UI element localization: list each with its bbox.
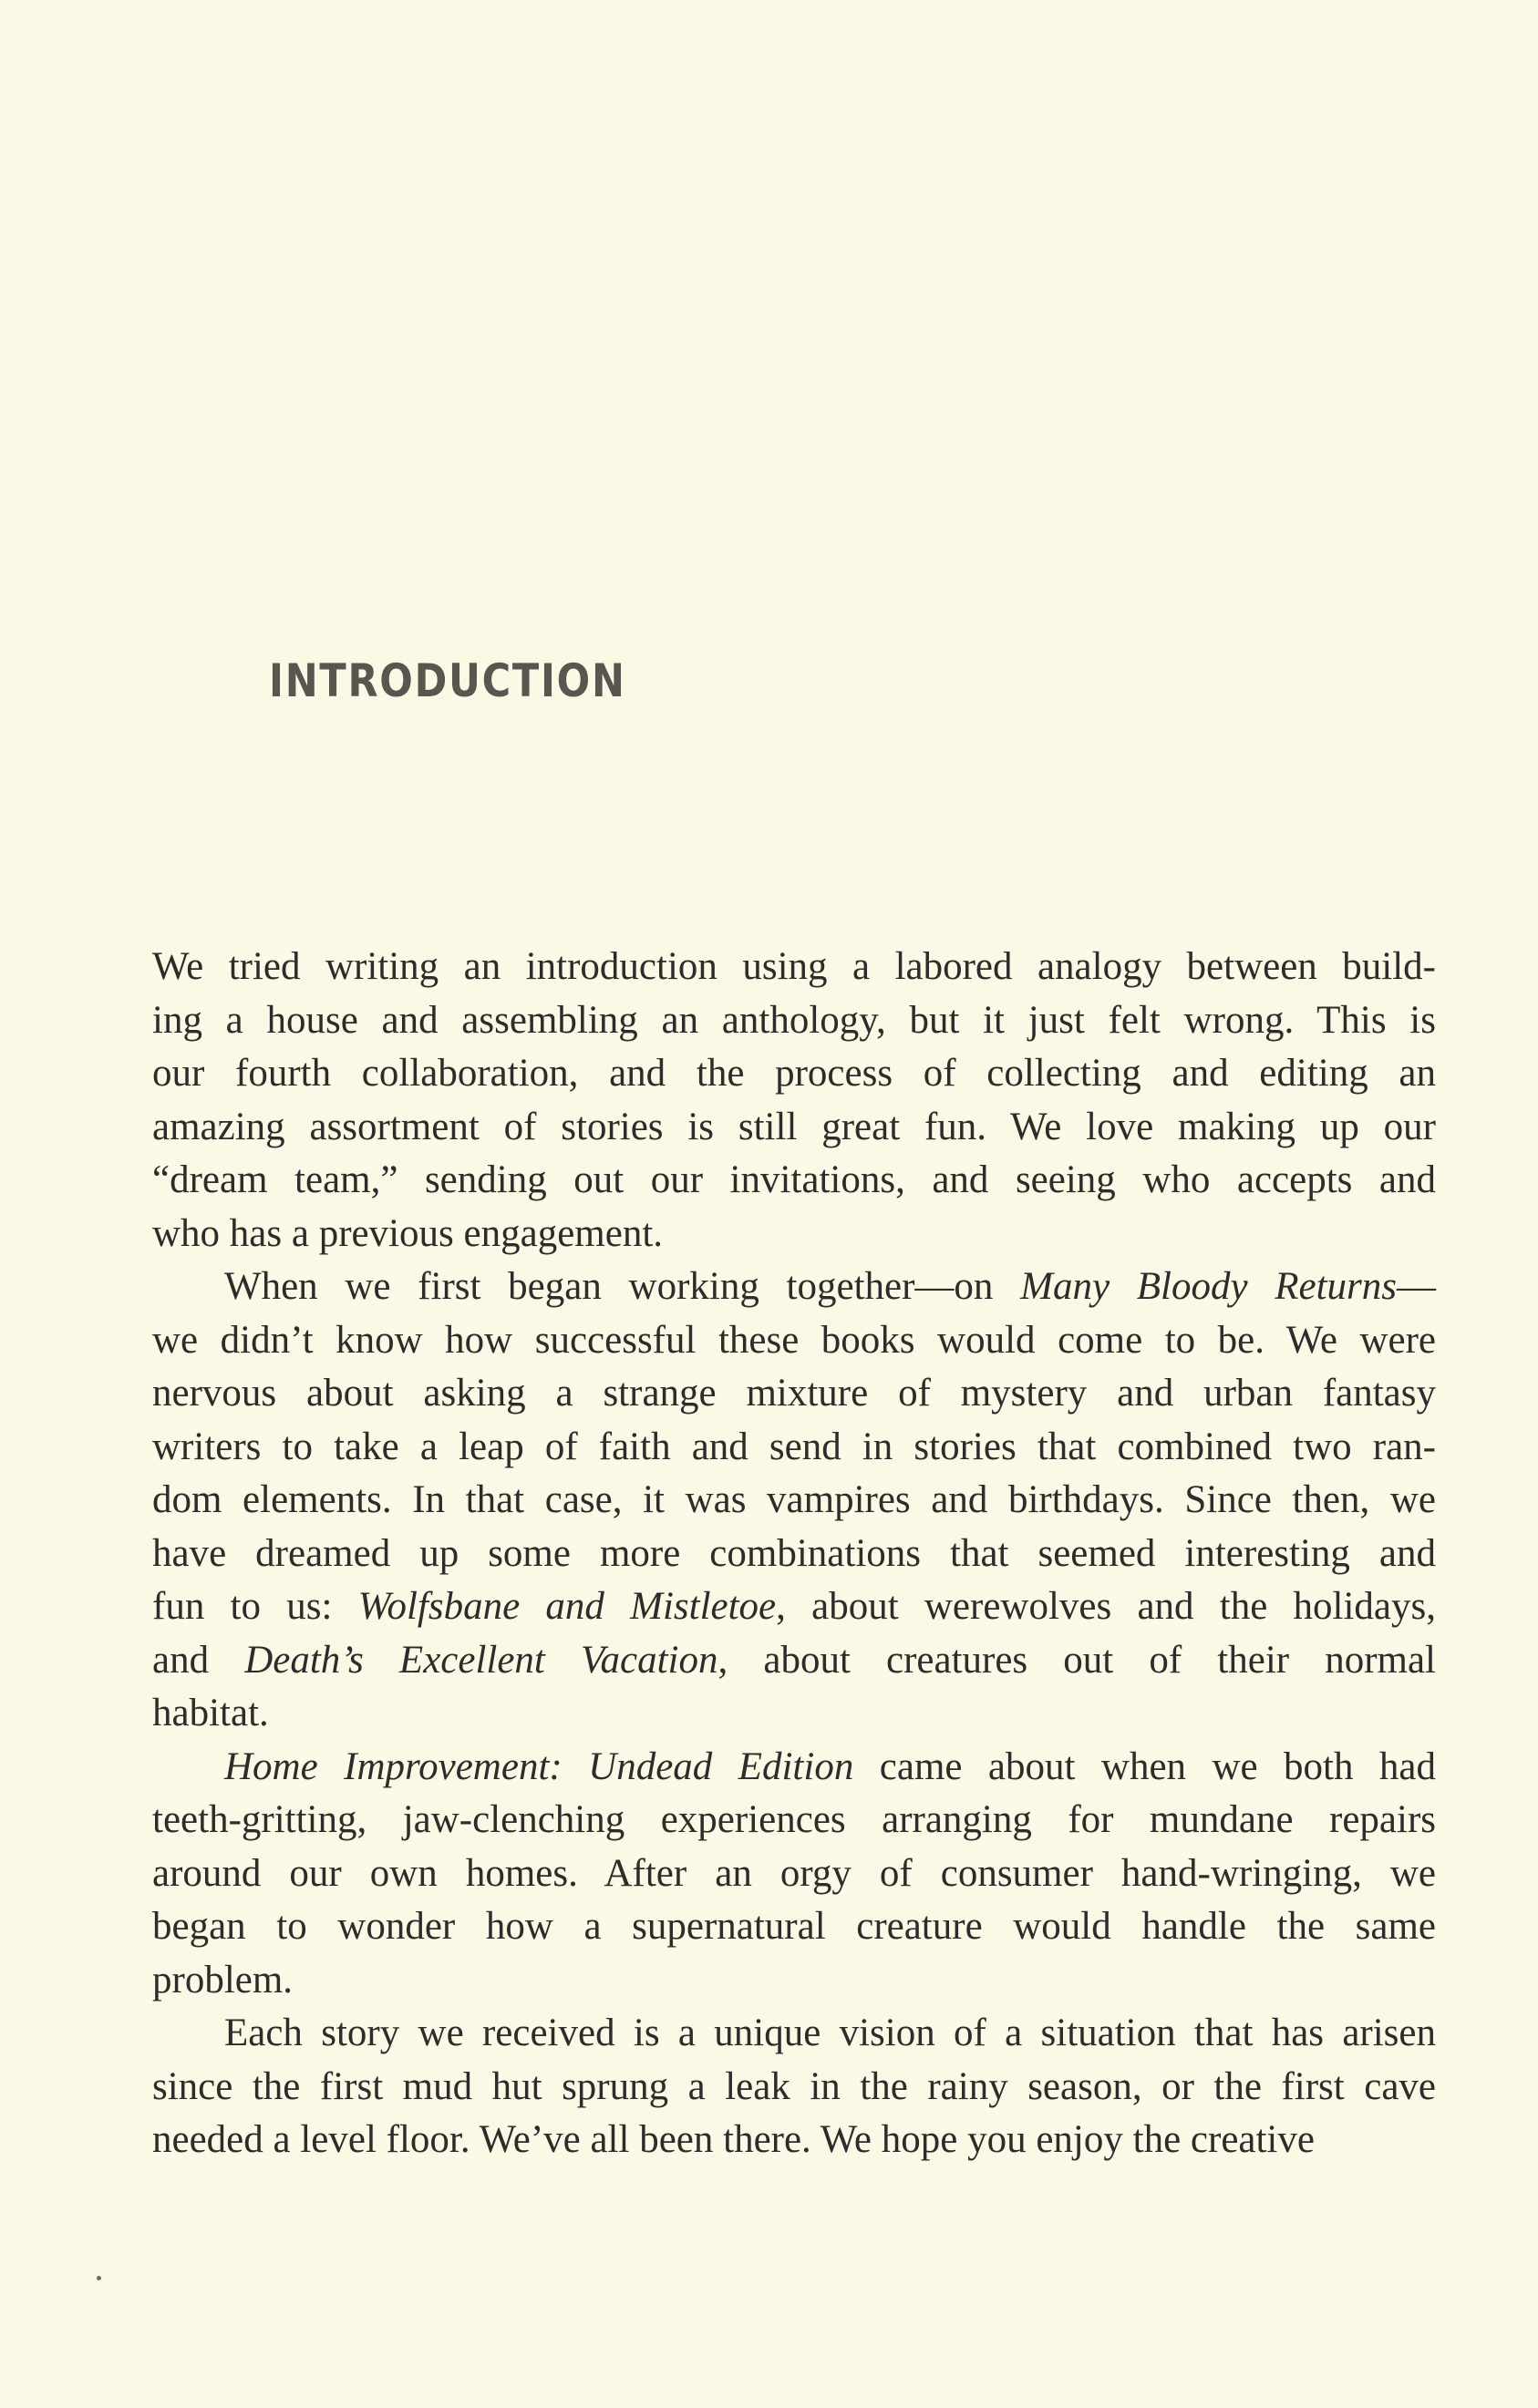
text-run: we didn’t know how successful these books would come to be. We were	[152, 1318, 1436, 1362]
text-line	[152, 1580, 1436, 1634]
print-speck	[97, 2276, 101, 2280]
text-run: teeth-gritting, jaw-clenching experiences arranging for mundane repairs	[152, 1798, 1436, 1841]
text-run: amazing assortment of stories is still great fun. We love making up our	[152, 1105, 1436, 1148]
text-run: needed a level floor. We’ve all been there. We hope you enjoy the creative	[152, 2118, 1315, 2161]
text-run: have dreamed up some more combinations that seemed interesting and	[152, 1531, 1436, 1575]
text-line	[152, 1847, 1436, 1901]
text-line	[152, 1687, 1436, 1741]
italic-title: Wolfsbane and Mistletoe	[357, 1585, 777, 1628]
text-run: nervous about asking a strange mixture of mystery and urban fantasy	[152, 1372, 1436, 1415]
text-run: When we first began working together—on	[224, 1265, 1021, 1308]
paragraph	[152, 1261, 1436, 1741]
text-line	[152, 941, 1436, 994]
text-run: our fourth collaboration, and the process of collecting and editing an	[152, 1052, 1436, 1095]
text-run: , about creatures out of their normal	[717, 1638, 1436, 1682]
text-run: since the first mud hut sprung a leak in the rainy season, or the first cave	[152, 2064, 1436, 2108]
text-line	[152, 1314, 1436, 1368]
paragraph	[152, 1741, 1436, 2008]
text-run: ing a house and assembling an anthology, but it just felt wrong. This is	[152, 998, 1436, 1042]
text-line	[152, 1208, 1436, 1261]
text-line	[152, 1794, 1436, 1847]
text-line	[152, 2007, 1436, 2061]
text-run: began to wonder how a supernatural creature would handle the same	[152, 1905, 1436, 1948]
text-line	[152, 1421, 1436, 1475]
text-run: fun to us:	[152, 1585, 358, 1628]
chapter-title: INTRODUCTION	[269, 654, 626, 707]
text-line	[152, 1261, 1436, 1314]
text-line	[152, 1900, 1436, 1954]
paragraph	[152, 2007, 1436, 2167]
text-line	[152, 1954, 1436, 2008]
text-line	[152, 1101, 1436, 1155]
text-run: and	[152, 1638, 245, 1682]
text-run: habitat.	[152, 1692, 269, 1734]
text-run: problem.	[152, 1958, 294, 2002]
paragraph	[152, 941, 1436, 1261]
text-run: We tried writing an introduction using a labored analogy between build-	[152, 945, 1436, 988]
text-line	[152, 1528, 1436, 1581]
text-line	[152, 2061, 1436, 2115]
text-run: writers to take a leap of faith and send in stories that combined two ran-	[152, 1425, 1436, 1468]
text-run: came about when we both had	[853, 1744, 1437, 1788]
text-run: —	[1397, 1265, 1436, 1308]
text-run: Each story we received is a unique vision of a situation that has arisen	[224, 2012, 1436, 2054]
text-line	[152, 994, 1436, 1048]
text-run: around our own homes. After an orgy of consumer hand-wringing, we	[152, 1851, 1436, 1895]
text-line	[152, 1741, 1436, 1795]
text-run: dom elements. In that case, it was vampires and birthdays. Since then, we	[152, 1478, 1436, 1521]
text-run: , about werewolves and the holidays,	[776, 1585, 1436, 1628]
text-run: “dream team,” sending out our invitations, and seeing who accepts and	[152, 1158, 1436, 1201]
italic-title: Many Bloody Returns	[1020, 1265, 1397, 1308]
text-line	[152, 1047, 1436, 1101]
text-line	[152, 1154, 1436, 1208]
text-run: who has a previous engagement.	[152, 1211, 664, 1255]
text-line	[152, 2114, 1436, 2167]
italic-title: Death’s Excellent Vacation	[244, 1638, 718, 1682]
body-text	[152, 941, 1436, 2167]
text-line	[152, 1367, 1436, 1421]
text-line	[152, 1474, 1436, 1528]
text-line	[152, 1634, 1436, 1688]
italic-title: Home Improvement: Undead Edition	[224, 1744, 854, 1788]
